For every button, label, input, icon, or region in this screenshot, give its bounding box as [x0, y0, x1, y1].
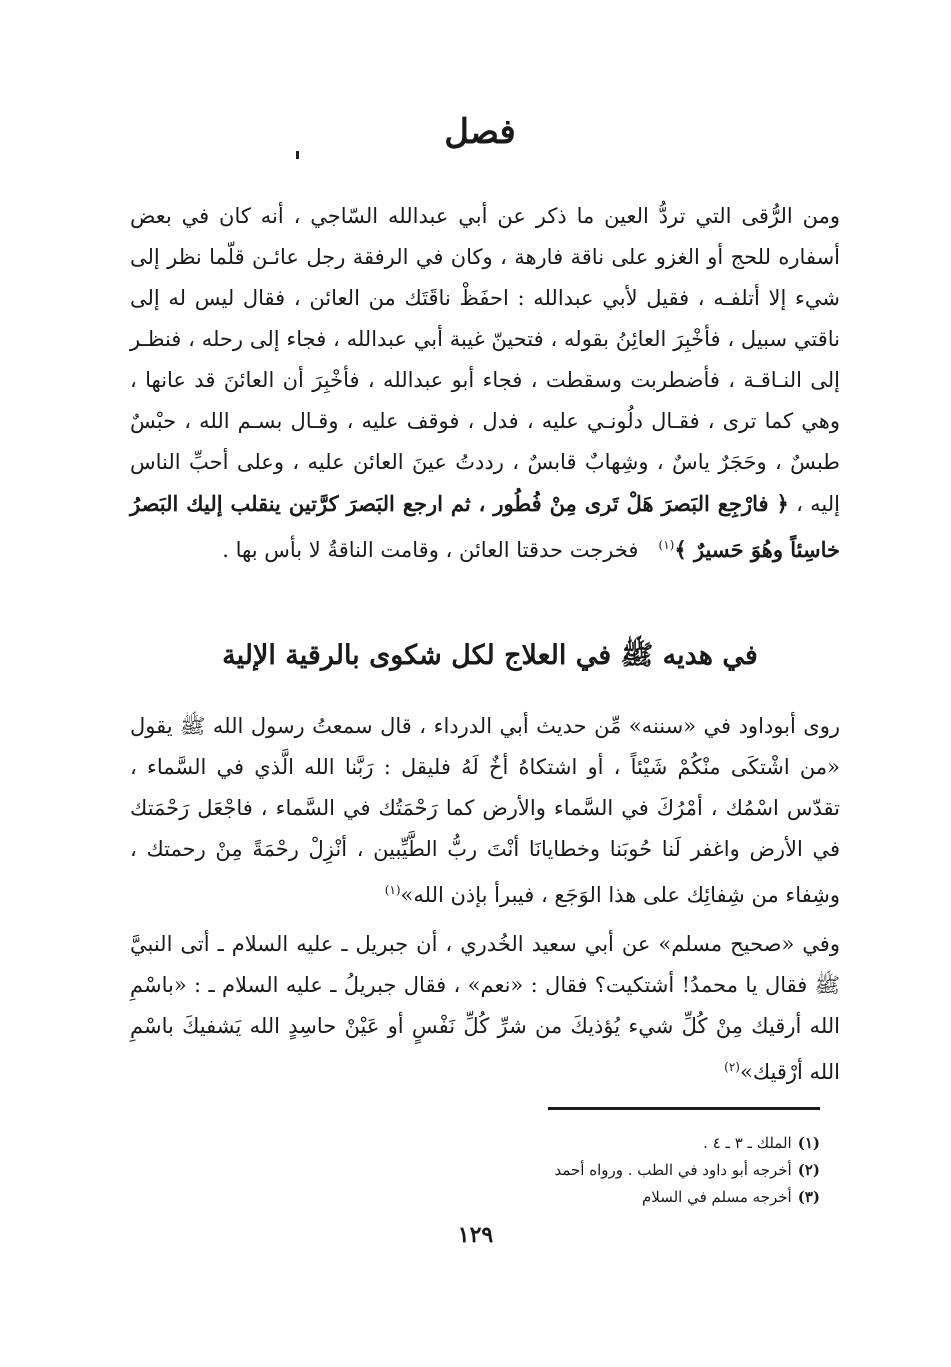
footnote-text: أخرجه مسلم في السلام [641, 1188, 792, 1206]
footnote-text: الملك ـ ٣ ـ ٤ . [703, 1134, 792, 1152]
footnote-divider [548, 1107, 820, 1110]
footnote-ref: (٢) [724, 1060, 740, 1074]
quran-quote: ﴿ فارْجِع البَصرَ هَلْ تَرى مِنْ فُطُور ، ثم ارجع البَصرَ كرَّتين ينقلب إليك البَصرُ خاسِئاً وهُوَ حَسيرٌ ﴾ [130, 491, 840, 562]
footnote-item [430, 1157, 820, 1184]
footnote-number: (١) [797, 1134, 820, 1152]
footnote-item [430, 1130, 820, 1157]
paragraph-abu-dawud [130, 706, 840, 916]
section-heading: في هديه ﷺ في العلاج لكل شكوى بالرقية الإلية [222, 640, 758, 671]
paragraph-evil-eye-story [130, 196, 840, 571]
page-number: ١٢٩ [457, 1222, 494, 1248]
paragraph-sahih-muslim [130, 924, 840, 1093]
footnote-text: أخرجه أبو داود في الطب . ورواه أحمد [554, 1161, 792, 1179]
ink-speck [296, 151, 299, 159]
section-title: فصل [444, 112, 516, 152]
paragraph-text: ومن الرُّقى التي تردُّ العين ما ذكر عن أبي عبدالله السّاجي ، أنه كان في بعض أسفاره للحج أو الغزو على ناقة فارهة ، وكان في الرفقة رجل عائـن قلّما نظر إلى شيء إلا أتلفـه ، فقيل لأبي عبدالله : احفَظْ ناقَتَك من العائن ، فقال ليس له إلى ناقتي سبيل ، فأخْبِرَ العائِنُ بقوله ، فتحينّ غيبة أبي عبدالله ، فجاء إلى رحله ، فنظـر إلى النـاقـة ، فأضطربت وسقطت ، فجاء أبو عبدالله ، فأخْبِرَ أن العائنَ قد عانها ، وهي كما ترى ، فقـال دلُونـي عليه ، فدل ، فوقف عليه ، وقـال بسـم الله ، حبْسٌ طبسٌ ، وحَجَرٌ ياسٌ ، وشِهابٌ قابسٌ ، رددتُ عينَ العائن عليه ، وعلى أحبِّ الناس إليه ، [130, 204, 840, 516]
footnote-ref: (١) [384, 883, 401, 897]
footnote-item [430, 1184, 820, 1211]
footnote-number: (٢) [797, 1161, 820, 1179]
footnote-ref: (١) [658, 538, 675, 552]
paragraph-text: وفي «صحيح مسلم» عن أبي سعيد الخُدري ، أن جبريل ـ عليه السلام ـ أتى النبيَّ ﷺ فقال يا محمدُ! أشتكيت؟ فقال : «نعم» ، فقال جبريلُ ـ عليه السلام ـ : «باسْمِ الله أرقيك مِنْ كُلِّ شيء يُؤذيكَ من شرِّ كُلِّ نَفْسٍ أو عَيْنْ حاسِدٍ الله يَشفيكَ باسْمِ الله أرْقيك» [130, 932, 840, 1084]
paragraph-text: روى أبوداود في «سننه» مِّن حديث أبي الدرداء ، قال سمعتُ رسول الله ﷺ يقول «من اشْتكَى منْكُمْ شَيْئاً ، أو اشتكاهُ أخٌ لَهُ فليقل : رَبَّنا الله الَّذي في السَّماء ، تقدّس اسْمُك ، أمْرُكَ في السَّماء والأرض كما رَحْمَتُك في السَّماء ، فاجْعَل رَحْمَتك في الأرض واغفر لَنا حُوبَنا وخطايانَا أنْتَ ربُّ الطَّيِّبين ، أنْزِلْ رحْمَةً مِنْ رحمتك ، وشِفاء من شِفائِك على هذا الوَجَع ، فيبرأ بإذن الله» [130, 714, 840, 907]
footnotes-list [430, 1130, 820, 1211]
paragraph-text-end: فخرجت حدقتا العائن ، وقامت الناقةُ لا بأس بها . [222, 538, 639, 562]
footnote-number: (٣) [797, 1188, 820, 1206]
